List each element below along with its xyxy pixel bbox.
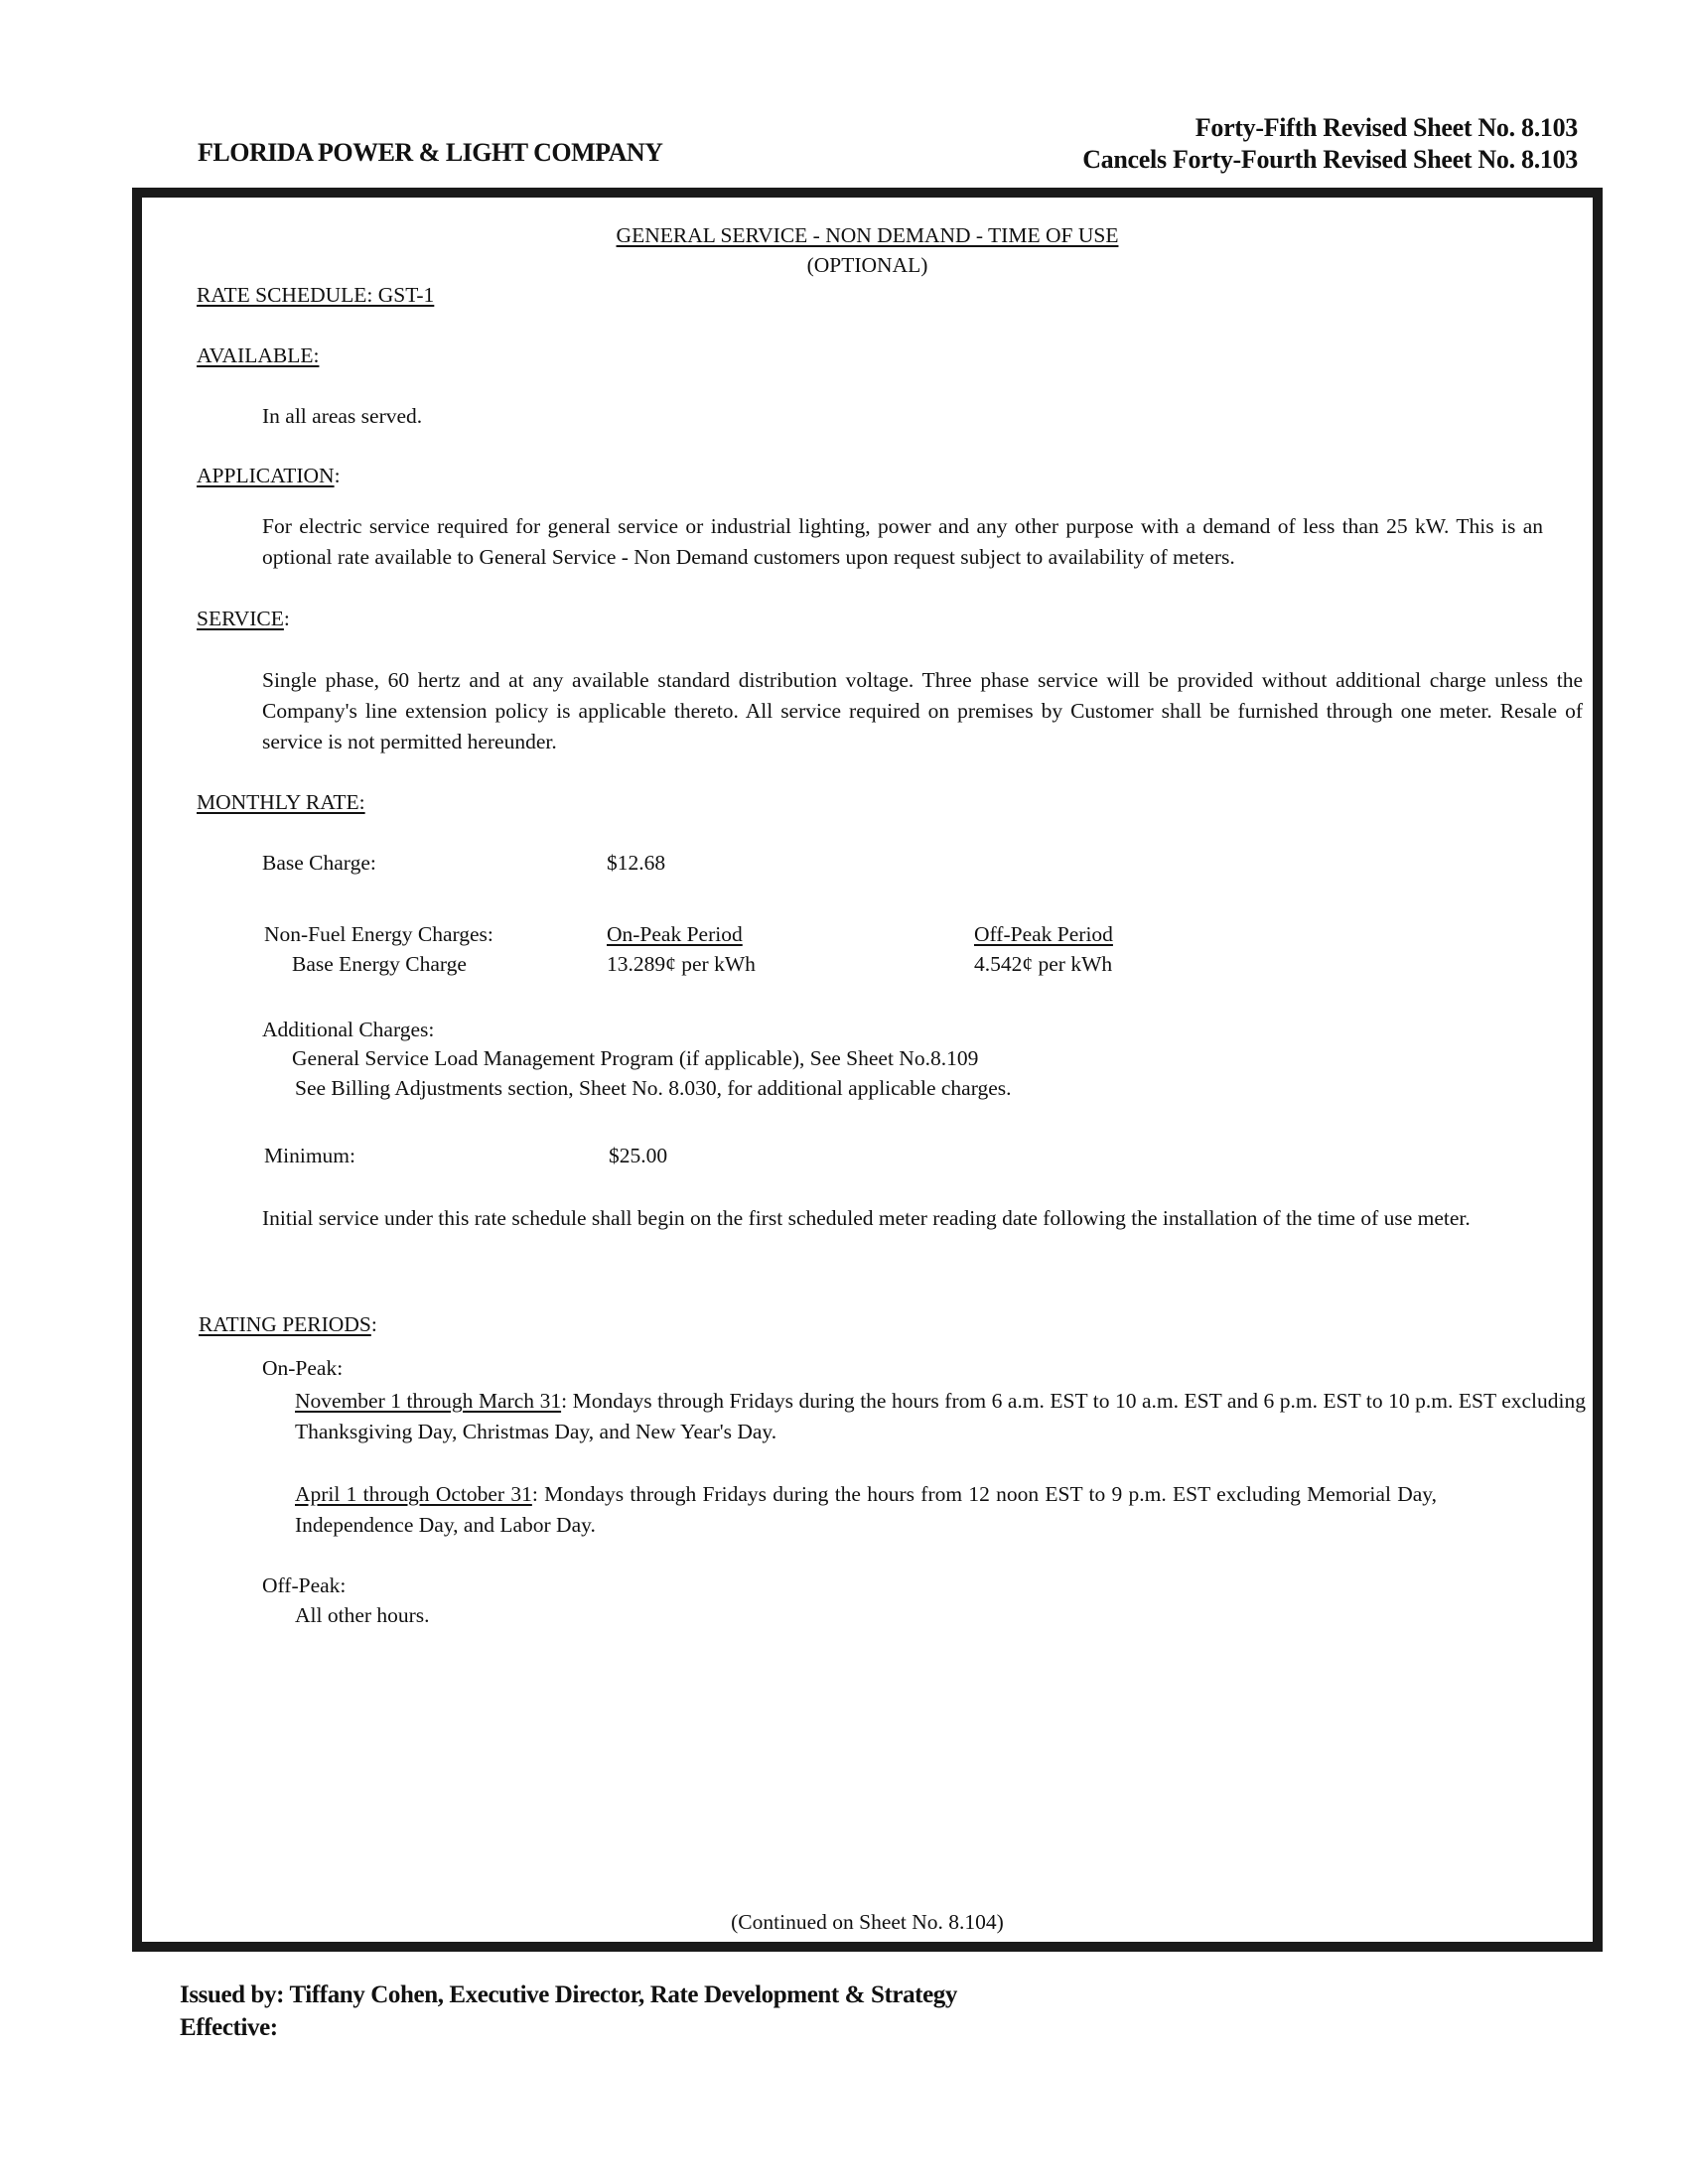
base-charge-label: Base Charge: [262, 851, 376, 875]
application-heading: APPLICATION: [197, 464, 341, 487]
on-peak-value: 13.289¢ per kWh [607, 952, 756, 976]
initial-service-text: Initial service under this rate schedule shall begin on the first scheduled meter reading date following the installation of the time of use meter. [262, 1206, 1471, 1230]
tariff-sheet-frame [132, 188, 1603, 1952]
base-charge-value: $12.68 [607, 851, 666, 875]
non-fuel-label: Non-Fuel Energy Charges: [264, 922, 493, 946]
off-peak-header: Off-Peak Period [974, 922, 1113, 946]
monthly-rate-heading: MONTHLY RATE: [197, 790, 365, 814]
rate-schedule-heading: RATE SCHEDULE: GST-1 [197, 283, 435, 307]
minimum-label: Minimum: [264, 1144, 355, 1167]
additional-charges-line-1: General Service Load Management Program (if applicable), See Sheet No.8.109 [292, 1046, 979, 1070]
cancels-sheet: Cancels Forty-Fourth Revised Sheet No. 8.103 [1082, 145, 1578, 174]
application-text: For electric service required for general service or industrial lighting, power and any other purpose with a demand of less than 25 kW. This is an optional rate available to General Service - Non Demand customers upon request subject to availability of meters. [262, 514, 1543, 569]
off-peak-text: All other hours. [295, 1603, 430, 1627]
sheet-info [1082, 112, 1578, 176]
on-peak-header: On-Peak Period [607, 922, 743, 946]
off-peak-value: 4.542¢ per kWh [974, 952, 1113, 976]
sheet-number: Forty-Fifth Revised Sheet No. 8.103 [1195, 113, 1578, 142]
schedule-title [142, 220, 1593, 251]
additional-charges-label: Additional Charges: [262, 1018, 435, 1041]
available-heading: AVAILABLE: [197, 343, 320, 367]
rating-periods-heading: RATING PERIODS: [199, 1312, 377, 1336]
winter-on-peak-text: November 1 through March 31: Mondays through Fridays during the hours from 6 a.m. EST to 10 a.m. EST and 6 p.m. EST to 10 p.m. EST excluding Thanksgiving Day, Christmas Day, and New Year's Day. [295, 1389, 1586, 1443]
schedule-title-main: GENERAL SERVICE - NON DEMAND - TIME OF USE [616, 223, 1119, 247]
schedule-title-sub: (OPTIONAL) [806, 253, 928, 277]
issued-by: Issued by: Tiffany Cohen, Executive Director, Rate Development & Strategy [180, 1981, 957, 2008]
additional-charges-line-2: See Billing Adjustments section, Sheet No. 8.030, for additional applicable charges. [295, 1076, 1012, 1100]
base-energy-label: Base Energy Charge [292, 952, 467, 976]
service-heading: SERVICE: [197, 607, 290, 630]
on-peak-label: On-Peak: [262, 1356, 344, 1380]
issued-by-block [180, 1979, 957, 2044]
summer-on-peak-text: April 1 through October 31: Mondays through Fridays during the hours from 12 noon EST to 9 p.m. EST excluding Memorial Day, Independence Day, and Labor Day. [295, 1482, 1437, 1537]
minimum-value: $25.00 [609, 1144, 668, 1167]
off-peak-label: Off-Peak: [262, 1573, 347, 1597]
available-text: In all areas served. [262, 404, 423, 428]
service-text: Single phase, 60 hertz and at any available standard distribution voltage. Three phase service will be provided without additional charge unless the Company's line extension policy is applicable thereto. All service required on premises by Customer shall be furnished through one meter. Resale of service is not permitted hereunder. [262, 668, 1583, 753]
continued-note: (Continued on Sheet No. 8.104) [731, 1910, 1004, 1934]
effective-date: Effective: [180, 2014, 278, 2041]
tariff-content [142, 198, 1593, 1942]
company-name: FLORIDA POWER & LIGHT COMPANY [198, 138, 663, 167]
